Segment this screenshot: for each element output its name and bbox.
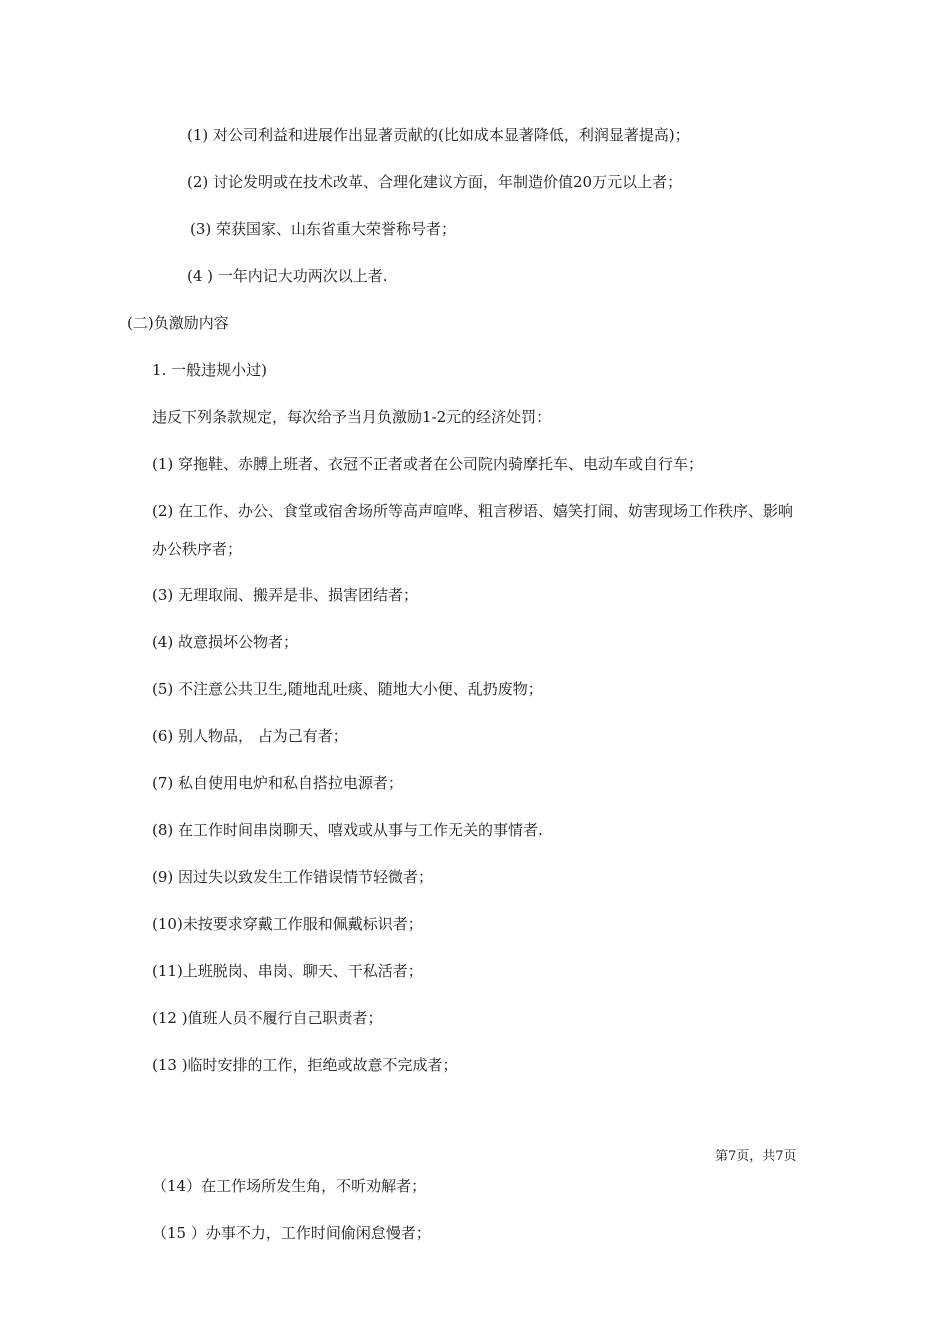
item-negative-10: (10)未按要求穿戴工作服和佩戴标识者； [152,915,423,933]
item-negative-7: (7) 私自使用电炉和私自搭拉电源者； [152,774,404,792]
subsection-heading-minor: 1. 一般违规小过) [152,361,267,379]
item-negative-11: (11)上班脱岗、串岗、聊天、干私活者； [152,962,423,980]
item-positive-2: (2) 讨论发明或在技术改革、合理化建议方面，年制造价值20万元以上者； [187,173,683,191]
item-negative-9: (9) 因过失以致发生工作错误情节轻微者； [152,868,434,886]
item-negative-4: (4) 故意损坏公物者； [152,633,299,651]
item-negative-1: (1) 穿拖鞋、赤膊上班者、衣冠不正者或者在公司院内骑摩托车、电动车或自行车； [152,455,704,473]
item-negative-15: （15 ）办事不力，工作时间偷闲怠慢者； [152,1224,431,1242]
item-positive-4: (4 ) 一年内记大功两次以上者. [187,267,388,285]
item-positive-3: (3) 荣获国家、山东省重大荣誉称号者； [190,220,457,238]
item-negative-6: (6) 别人物品， 占为己有者； [152,727,348,745]
section-heading-negative: (二)负激励内容 [127,314,229,332]
item-negative-5: (5) 不注意公共卫生,随地乱吐痰、随地大小便、乱扔废物； [152,680,543,698]
page-number-footer: 第7页，共7页 [715,1149,797,1164]
item-negative-13: (13 )临时安排的工作，拒绝或故意不完成者； [152,1056,458,1074]
intro-paragraph: 违反下列条款规定，每次给予当月负激励1-2元的经济处罚： [152,408,552,426]
item-negative-3: (3) 无理取闹、搬弄是非、损害团结者； [152,586,419,604]
item-negative-14: （14）在工作场所发生角，不听劝解者； [152,1177,427,1195]
item-positive-1: (1) 对公司利益和进展作出显著贡献的(比如成本显著降低，利润显著提高)； [187,126,690,144]
item-negative-8: (8) 在工作时间串岗聊天、嘻戏或从事与工作无关的事情者. [152,821,543,839]
item-negative-2: (2) 在工作、办公、食堂或宿舍场所等高声喧哗、粗言秽语、嬉笑打闹、妨害现场工作秩序、影响 [152,502,794,520]
item-negative-2-cont: 办公秩序者； [152,540,243,558]
item-negative-12: (12 )值班人员不履行自己职责者； [152,1009,383,1027]
